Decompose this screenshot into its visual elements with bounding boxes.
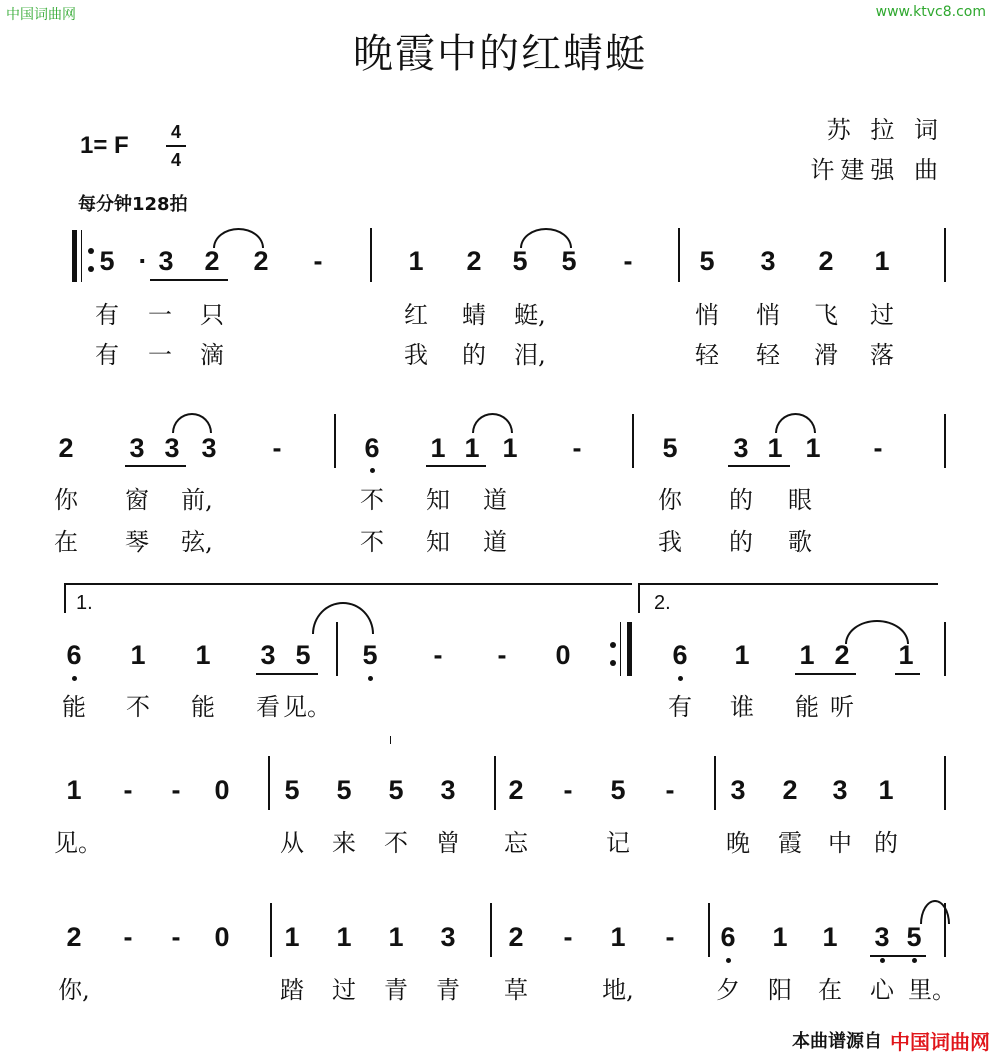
lyric: 曾 [436, 829, 460, 857]
note: - [171, 775, 181, 805]
octave-dot [678, 676, 683, 681]
song-title: 晚霞中的红蜻蜓 [353, 31, 647, 77]
lyric: 青 [384, 976, 408, 1004]
underline [150, 279, 228, 281]
lyric: 轻 [695, 341, 719, 369]
lyricist-credit: 苏 拉 词 [826, 116, 944, 144]
lyric: 有 [95, 341, 119, 369]
note: 1 [336, 922, 352, 952]
note: 6 [720, 922, 736, 952]
note: 5 [699, 246, 715, 276]
lyric: 你, [58, 976, 90, 1004]
bar-line [714, 756, 716, 810]
lyric: 的 [462, 341, 486, 369]
volta-2-bracket [638, 583, 938, 613]
lyric: 弦, [181, 528, 213, 556]
note: 3 [158, 246, 174, 276]
lyric: 能 [795, 693, 819, 721]
note: 0 [555, 640, 571, 670]
lyric: 里。 [908, 976, 956, 1004]
lyric: 的 [874, 829, 898, 857]
underline [125, 465, 186, 467]
lyric: 见。 [54, 829, 102, 857]
note: 1 [464, 433, 480, 463]
note: 5 [662, 433, 678, 463]
bar-line [944, 228, 946, 282]
note: 5 [295, 640, 311, 670]
note: 3 [730, 775, 746, 805]
bar-line [632, 414, 634, 468]
lyric: 泪, [514, 341, 546, 369]
dash-mark [390, 736, 391, 744]
note: 0 [214, 775, 230, 805]
note: - [313, 246, 323, 276]
note: 3 [733, 433, 749, 463]
note: - [563, 922, 573, 952]
bar-line [627, 622, 632, 676]
bar-line [72, 230, 77, 282]
lyric: 听 [830, 693, 854, 721]
bar-line [620, 622, 621, 676]
octave-dot [370, 468, 375, 473]
underline [895, 673, 920, 675]
note: 5 [336, 775, 352, 805]
bar-line [334, 414, 336, 468]
bar-line [490, 903, 492, 957]
note: - [272, 433, 282, 463]
bar-line [944, 756, 946, 810]
note: 3 [874, 922, 890, 952]
lyric: 从 [280, 829, 304, 857]
lyric: 悄 [756, 301, 780, 329]
bar-line [944, 622, 946, 676]
note: 3 [440, 775, 456, 805]
note: 6 [364, 433, 380, 463]
note: - [123, 775, 133, 805]
note: - [572, 433, 582, 463]
note: 3 [129, 433, 145, 463]
lyric: 能 [62, 693, 86, 721]
tempo-marking: 每分钟128拍 [78, 194, 188, 215]
lyric: 不 [360, 486, 384, 514]
note: - [665, 922, 675, 952]
note: 5 [906, 922, 922, 952]
underline [728, 465, 790, 467]
bar-line [708, 903, 710, 957]
watermark-left: 中国词曲网 [6, 7, 76, 23]
lyric: 踏 [280, 976, 304, 1004]
note: 2 [466, 246, 482, 276]
tie-arc [775, 413, 816, 433]
bar-line [944, 414, 946, 468]
volta-1-label: 1. [76, 592, 93, 614]
note: 2 [782, 775, 798, 805]
note: 5 [284, 775, 300, 805]
note: 1 [388, 922, 404, 952]
note: 1 [805, 433, 821, 463]
note: - [873, 433, 883, 463]
watermark-right: www.ktvc8.com [875, 4, 986, 20]
note: 2 [508, 922, 524, 952]
lyric: 飞 [814, 301, 838, 329]
volta-2-label: 2. [654, 592, 671, 614]
lyric: 青 [436, 976, 460, 1004]
note: - [665, 775, 675, 805]
underline [426, 465, 486, 467]
tie-arc [472, 413, 513, 433]
underline [870, 955, 926, 957]
footer-site: 中国词曲网 [890, 1030, 990, 1054]
note: 2 [66, 922, 82, 952]
lyric: 的 [729, 528, 753, 556]
lyric: 在 [818, 976, 842, 1004]
note: 2 [58, 433, 74, 463]
lyric: 地, [602, 976, 634, 1004]
note: 0 [214, 922, 230, 952]
lyric: 见。 [283, 693, 331, 721]
lyric: 夕 [716, 976, 740, 1004]
note: 3 [832, 775, 848, 805]
lyric: 落 [870, 341, 894, 369]
note: 2 [508, 775, 524, 805]
lyric: 草 [504, 976, 528, 1004]
lyric: 蜻 [462, 301, 486, 329]
note: 6 [672, 640, 688, 670]
lyric: 过 [870, 301, 894, 329]
note: 1 [767, 433, 783, 463]
note: 1 [822, 922, 838, 952]
note: 5 [512, 246, 528, 276]
lyric: 心 [870, 976, 894, 1004]
lyric: 看 [256, 693, 280, 721]
lyric: 一 [148, 341, 172, 369]
note: 1 [734, 640, 750, 670]
lyric: 能 [191, 693, 215, 721]
note: 1 [284, 922, 300, 952]
bar-line [81, 230, 82, 282]
key-signature: 1= F [80, 132, 129, 159]
note: 3 [260, 640, 276, 670]
tie-arc [520, 228, 572, 248]
bar-line [370, 228, 372, 282]
octave-dot [912, 958, 917, 963]
lyric: 过 [332, 976, 356, 1004]
note: - [623, 246, 633, 276]
note: 1 [502, 433, 518, 463]
underline [795, 673, 856, 675]
composer-credit: 许建强 曲 [810, 156, 944, 184]
note: 5 [561, 246, 577, 276]
note: 1 [130, 640, 146, 670]
note: 1 [898, 640, 914, 670]
lyric: 红 [404, 301, 428, 329]
lyric: 的 [729, 486, 753, 514]
lyric: 阳 [768, 976, 792, 1004]
lyric: 蜓, [514, 301, 546, 329]
lyric: 前, [181, 486, 213, 514]
lyric: 你 [54, 486, 78, 514]
lyric: 谁 [730, 693, 754, 721]
repeat-dot [88, 248, 94, 254]
dot-mark: · [138, 246, 148, 276]
note: 1 [772, 922, 788, 952]
octave-dot [880, 958, 885, 963]
lyric: 晚 [726, 829, 750, 857]
bar-line [268, 756, 270, 810]
note: 5 [99, 246, 115, 276]
bar-line [678, 228, 680, 282]
lyric: 我 [404, 341, 428, 369]
lyric: 窗 [125, 486, 149, 514]
note: 5 [610, 775, 626, 805]
lyric: 悄 [695, 301, 719, 329]
lyric: 有 [95, 301, 119, 329]
lyric: 轻 [756, 341, 780, 369]
time-signature-bottom: 4 [170, 150, 181, 170]
lyric: 知 [426, 528, 450, 556]
lyric: 歌 [788, 528, 812, 556]
note: - [497, 640, 507, 670]
note: 6 [66, 640, 82, 670]
lyric: 不 [126, 693, 150, 721]
lyric: 道 [483, 486, 507, 514]
note: 3 [440, 922, 456, 952]
lyric: 知 [426, 486, 450, 514]
footer-source: 本曲谱源自 [792, 1031, 882, 1052]
note: 2 [253, 246, 269, 276]
note: 2 [834, 640, 850, 670]
note: 1 [874, 246, 890, 276]
lyric: 滑 [814, 341, 838, 369]
lyric: 不 [360, 528, 384, 556]
tie-arc [845, 620, 909, 644]
repeat-dot [88, 266, 94, 272]
bar-line [270, 903, 272, 957]
lyric: 一 [148, 301, 172, 329]
lyric: 忘 [504, 829, 528, 857]
underline [256, 673, 318, 675]
lyric: 来 [332, 829, 356, 857]
lyric: 琴 [125, 528, 149, 556]
tie-arc [213, 228, 264, 248]
note: - [171, 922, 181, 952]
lyric: 我 [658, 528, 682, 556]
lyric: 滴 [200, 341, 224, 369]
note: 1 [66, 775, 82, 805]
note: 1 [610, 922, 626, 952]
note: - [563, 775, 573, 805]
lyric: 不 [384, 829, 408, 857]
bar-line [494, 756, 496, 810]
octave-dot [72, 676, 77, 681]
repeat-dot [610, 642, 616, 648]
note: 3 [760, 246, 776, 276]
note: 1 [430, 433, 446, 463]
octave-dot [368, 676, 373, 681]
lyric: 你 [658, 486, 682, 514]
lyric: 只 [200, 301, 224, 329]
lyric: 道 [483, 528, 507, 556]
repeat-dot [610, 660, 616, 666]
lyric: 中 [828, 829, 852, 857]
lyric: 霞 [778, 829, 802, 857]
note: - [433, 640, 443, 670]
note: 3 [164, 433, 180, 463]
note: 1 [878, 775, 894, 805]
note: 2 [818, 246, 834, 276]
note: 1 [408, 246, 424, 276]
note: 1 [195, 640, 211, 670]
note: 5 [362, 640, 378, 670]
note: - [123, 922, 133, 952]
lyric: 眼 [788, 486, 812, 514]
note: 1 [799, 640, 815, 670]
lyric: 在 [54, 528, 78, 556]
note: 2 [204, 246, 220, 276]
note: 5 [388, 775, 404, 805]
lyric: 记 [606, 829, 630, 857]
tie-arc [172, 413, 212, 433]
octave-dot [726, 958, 731, 963]
lyric: 有 [668, 693, 692, 721]
note: 3 [201, 433, 217, 463]
time-signature-top: 4 [170, 122, 181, 142]
time-signature-line [166, 145, 186, 147]
